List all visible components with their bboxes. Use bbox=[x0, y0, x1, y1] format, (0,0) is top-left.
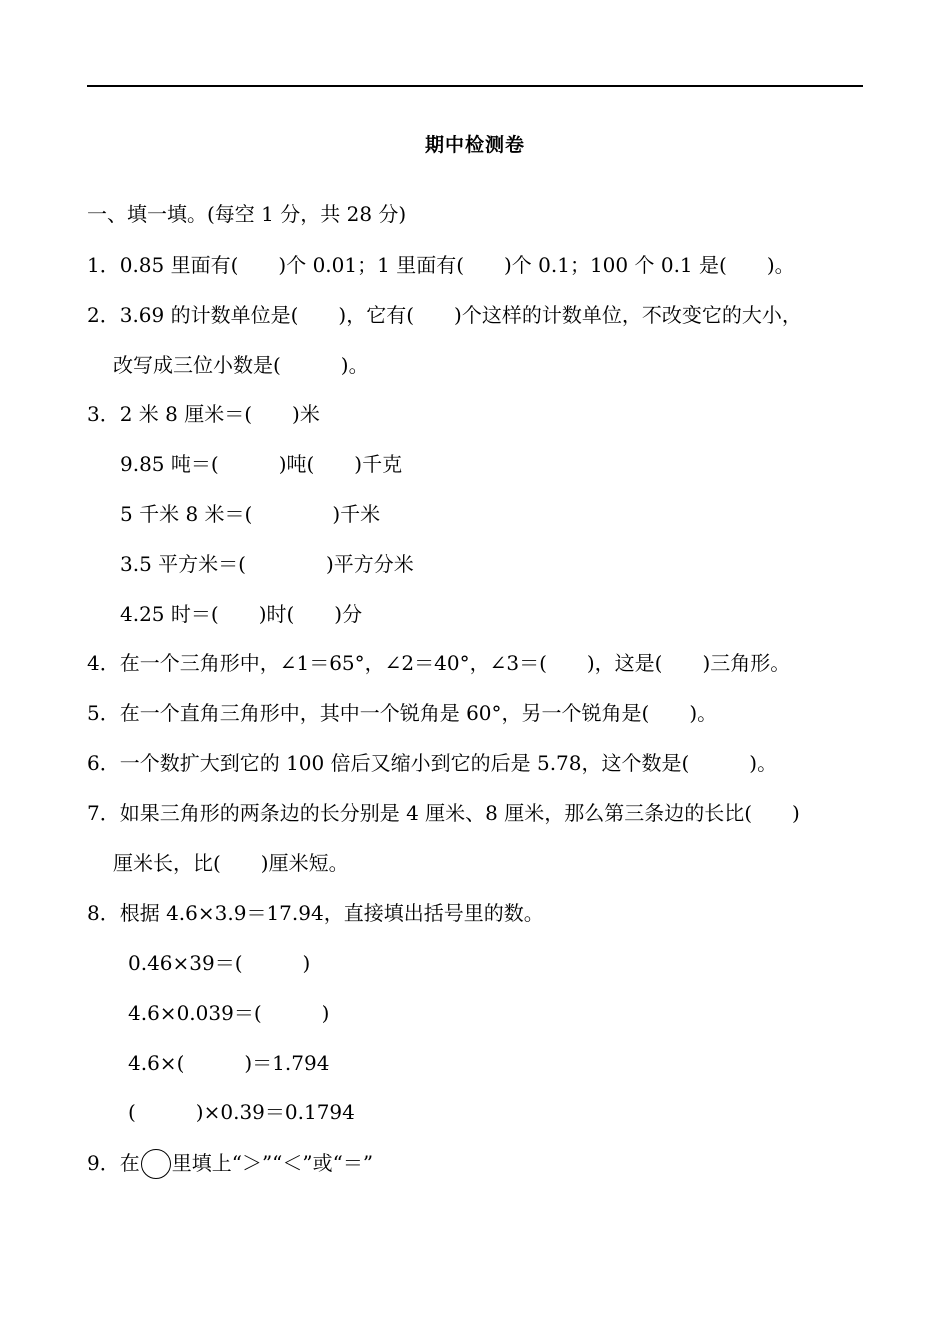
question-3-line-1: 3．2 米 8 厘米＝( )米 bbox=[87, 402, 320, 426]
question-3-line-2: 9.85 吨＝( )吨( )千克 bbox=[120, 452, 403, 476]
blank-circle-icon bbox=[141, 1149, 171, 1179]
question-1: 1．0.85 里面有( )个 0.01；1 里面有( )个 0.1；100 个 0.1 是( )。 bbox=[87, 253, 795, 277]
question-9-prefix: 9．在 bbox=[87, 1151, 140, 1175]
page-title: 期中检测卷 bbox=[424, 134, 525, 156]
question-8-line-3: 4.6×0.039＝( ) bbox=[128, 1001, 330, 1025]
question-2-line-2: 改写成三位小数是( )。 bbox=[113, 353, 369, 377]
question-2-line-1: 2．3.69 的计数单位是( )，它有( )个这样的计数单位，不改变它的大小， bbox=[87, 303, 802, 327]
question-6: 6．一个数扩大到它的 100 倍后又缩小到它的后是 5.78，这个数是( )。 bbox=[87, 751, 778, 775]
question-8-line-4: 4.6×( )＝1.794 bbox=[128, 1051, 330, 1075]
header-rule bbox=[87, 85, 863, 87]
question-4: 4．在一个三角形中，∠1＝65°，∠2＝40°，∠3＝( )，这是( )三角形。 bbox=[87, 651, 791, 675]
question-8-line-2: 0.46×39＝( ) bbox=[128, 951, 311, 975]
section-heading: 一、填一填。(每空 1 分，共 28 分) bbox=[87, 202, 407, 226]
question-8-line-5: ( )×0.39＝0.1794 bbox=[128, 1100, 355, 1124]
question-9-suffix: 里填上“＞”“＜”或“＝” bbox=[171, 1151, 374, 1175]
question-3-line-3: 5 千米 8 米＝( )千米 bbox=[120, 502, 381, 526]
question-3-line-5: 4.25 时＝( )时( )分 bbox=[120, 602, 363, 626]
question-9 bbox=[87, 1149, 373, 1179]
question-7-line-1: 7．如果三角形的两条边的长分别是 4 厘米、8 厘米，那么第三条边的长比( ) bbox=[87, 801, 800, 825]
question-3-line-4: 3.5 平方米＝( )平方分米 bbox=[120, 552, 414, 576]
question-7-line-2: 厘米长，比( )厘米短。 bbox=[113, 851, 349, 875]
question-8-line-1: 8．根据 4.6×3.9＝17.94，直接填出括号里的数。 bbox=[87, 901, 544, 925]
question-5: 5．在一个直角三角形中，其中一个锐角是 60°，另一个锐角是( )。 bbox=[87, 701, 718, 725]
